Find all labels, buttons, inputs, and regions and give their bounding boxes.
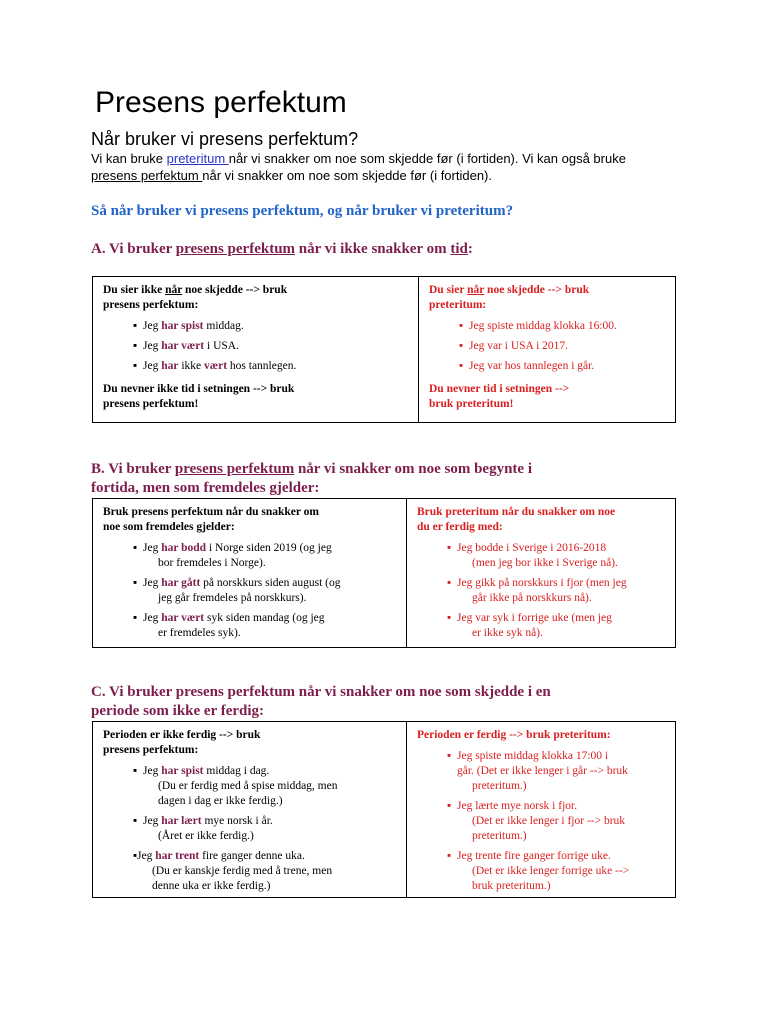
cell-heading: Du sier ikke når noe skjedde --> bruk presens perfektum: <box>103 284 288 311</box>
heading-text: A. Vi bruker <box>91 241 176 257</box>
cell-footer: Du nevner tid i setningen --> bruk preteritum! <box>429 383 570 410</box>
list-item: ▪ Jeg har gått på norskkurs siden august (og jeg går fremdeles på norskkurs). <box>103 576 396 606</box>
list-item: ▪ Jeg har bodd i Norge siden 2019 (og jeg bor fremdeles i Norge). <box>103 541 396 571</box>
intro-paragraph <box>91 150 691 184</box>
table-a <box>92 276 676 423</box>
section-b-heading: B. Vi bruker presens perfektum når vi snakker om noe som begynte i fortida, men som fremdeles gjelder: <box>91 461 532 496</box>
list-item: ▪ Jeg bodde i Sverige i 2016-2018 (men jeg bor ikke i Sverige nå). <box>417 541 665 571</box>
list-item: ▪ Jeg har vært syk siden mandag (og jeg er fremdeles syk). <box>103 611 396 641</box>
preteritum-link[interactable]: preteritum <box>166 151 229 166</box>
list-item: ▪ Jeg har lært mye norsk i år. (Året er ikke ferdig.) <box>103 814 396 844</box>
cell-heading: Du sier når noe skjedde --> bruk preteritum: <box>429 284 590 311</box>
cell-heading: Perioden er ferdig --> bruk preteritum: <box>417 729 611 741</box>
list-item: ▪ Jeg lærte mye norsk i fjor. (Det er ikke lenger i fjor --> bruk preteritum.) <box>417 799 665 844</box>
list-item: ▪ Jeg gikk på norskkurs i fjor (men jeg går ikke på norskkurs nå). <box>417 576 665 606</box>
list-item: ▪ Jeg spiste middag klokka 17:00 i går. (Det er ikke lenger i går --> bruk preteritum.) <box>417 749 665 794</box>
example-list <box>417 541 665 641</box>
intro-text: når vi snakker om noe som skjedde før (i fortiden). <box>202 168 493 183</box>
table-c <box>92 721 676 898</box>
example-list <box>429 319 665 374</box>
table-b <box>92 498 676 648</box>
heading-text: når vi ikke snakker om <box>295 241 451 257</box>
list-item: ▪ Jeg har spist middag i dag. (Du er ferdig med å spise middag, men dagen i dag er ikke ferdig.) <box>103 764 396 809</box>
list-item: ▪ Jeg har vært i USA. <box>103 339 408 354</box>
list-item: ▪ Jeg har ikke vært hos tannlegen. <box>103 359 408 374</box>
example-list <box>103 764 396 894</box>
example-list <box>417 749 665 894</box>
example-list <box>103 319 408 374</box>
table-a-left <box>93 277 418 422</box>
intro-text: når vi snakker om noe som skjedde før (i fortiden). Vi kan også bruke <box>228 151 626 166</box>
list-item: ▪ Jeg var syk i forrige uke (men jeg er ikke syk nå). <box>417 611 665 641</box>
intro-underlined: presens perfektum <box>91 168 203 183</box>
page-subtitle: Når bruker vi presens perfektum? <box>91 129 359 149</box>
example-list <box>103 541 396 641</box>
list-item: ▪ Jeg spiste middag klokka 16:00. <box>429 319 665 334</box>
page-title: Presens perfektum <box>95 86 347 119</box>
table-b-right <box>406 499 675 647</box>
list-item: ▪ Jeg har spist middag. <box>103 319 408 334</box>
table-c-right <box>406 722 675 897</box>
cell-heading: Bruk preteritum når du snakker om noe du er ferdig med: <box>417 506 616 533</box>
section-c-heading: C. Vi bruker presens perfektum når vi snakker om noe som skjedde i en periode som ikke er ferdig: <box>91 684 551 719</box>
table-b-left <box>93 499 406 647</box>
table-a-right <box>418 277 675 422</box>
list-item: ▪ Jeg var i USA i 2017. <box>429 339 665 354</box>
heading-underlined: presens perfektum <box>175 241 296 257</box>
list-item: ▪ Jeg var hos tannlegen i går. <box>429 359 665 374</box>
list-item: ▪ Jeg har trent fire ganger denne uka. (Du er kanskje ferdig med å trene, men denne uka er ikke ferdig.) <box>103 849 396 894</box>
section-a-heading <box>91 240 651 259</box>
table-c-left <box>93 722 406 897</box>
heading-text: : <box>467 241 473 257</box>
intro-text: Vi kan bruke <box>91 151 167 166</box>
main-question: Så når bruker vi presens perfektum, og når bruker vi preteritum? <box>91 203 514 219</box>
cell-footer: Du nevner ikke tid i setningen --> bruk presens perfektum! <box>103 383 295 410</box>
cell-heading: Perioden er ikke ferdig --> bruk presens perfektum: <box>103 729 261 756</box>
heading-underlined: tid <box>450 241 468 257</box>
cell-heading: Bruk presens perfektum når du snakker om noe som fremdeles gjelder: <box>103 506 319 533</box>
list-item: ▪ Jeg trente fire ganger forrige uke. (Det er ikke lenger forrige uke --> bruk preteritum.) <box>417 849 665 894</box>
